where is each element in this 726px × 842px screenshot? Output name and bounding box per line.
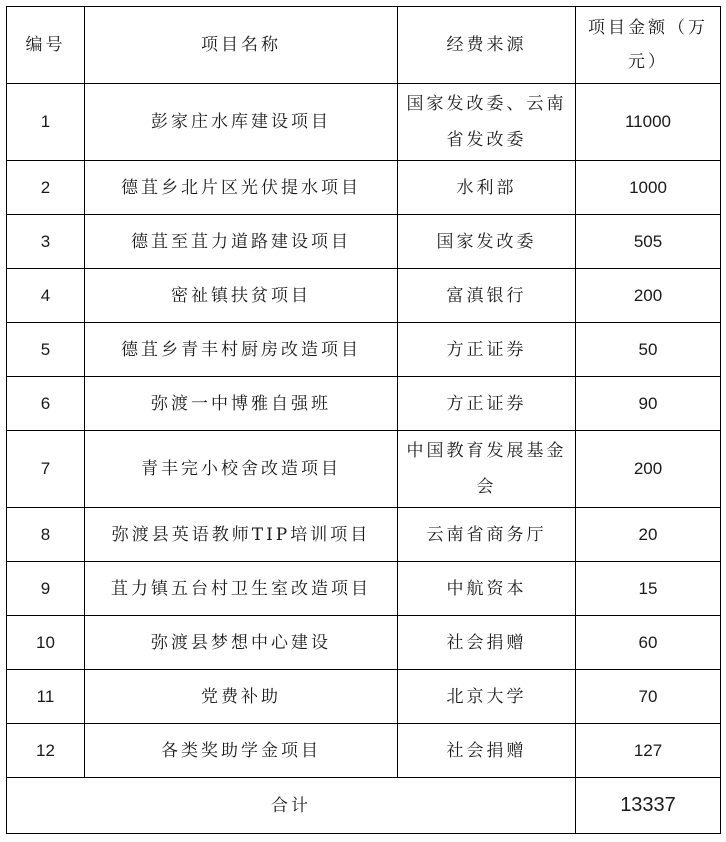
cell-source: 社会捐赠 xyxy=(398,616,576,670)
table-row xyxy=(7,269,721,323)
cell-amount: 1000 xyxy=(576,161,721,215)
cell-amount: 15 xyxy=(576,562,721,616)
cell-name: 党费补助 xyxy=(85,670,398,724)
table-row xyxy=(7,670,721,724)
table-row xyxy=(7,161,721,215)
table-row xyxy=(7,562,721,616)
cell-source: 云南省商务厅 xyxy=(398,508,576,562)
table-row xyxy=(7,724,721,778)
header-name: 项目名称 xyxy=(85,7,398,84)
cell-no: 1 xyxy=(7,84,85,161)
table-row xyxy=(7,215,721,269)
cell-amount: 200 xyxy=(576,269,721,323)
cell-name: 彭家庄水库建设项目 xyxy=(85,84,398,161)
cell-name: 青丰完小校舍改造项目 xyxy=(85,431,398,508)
cell-name: 弥渡一中博雅自强班 xyxy=(85,377,398,431)
cell-no: 3 xyxy=(7,215,85,269)
cell-amount: 11000 xyxy=(576,84,721,161)
cell-name: 德苴乡北片区光伏提水项目 xyxy=(85,161,398,215)
header-no: 编号 xyxy=(7,7,85,84)
cell-source: 北京大学 xyxy=(398,670,576,724)
cell-name: 德苴乡青丰村厨房改造项目 xyxy=(85,323,398,377)
cell-source: 中国教育发展基金会 xyxy=(398,431,576,508)
cell-no: 5 xyxy=(7,323,85,377)
cell-no: 4 xyxy=(7,269,85,323)
cell-no: 8 xyxy=(7,508,85,562)
header-amount: 项目金额（万元） xyxy=(576,7,721,84)
cell-no: 12 xyxy=(7,724,85,778)
table-row xyxy=(7,84,721,161)
table-row xyxy=(7,377,721,431)
cell-amount: 20 xyxy=(576,508,721,562)
cell-amount: 90 xyxy=(576,377,721,431)
cell-source: 国家发改委 xyxy=(398,215,576,269)
table-container xyxy=(6,6,721,834)
cell-source: 方正证券 xyxy=(398,377,576,431)
cell-no: 11 xyxy=(7,670,85,724)
header-source: 经费来源 xyxy=(398,7,576,84)
cell-no: 10 xyxy=(7,616,85,670)
cell-amount: 505 xyxy=(576,215,721,269)
cell-no: 6 xyxy=(7,377,85,431)
table-row xyxy=(7,431,721,508)
project-funding-table xyxy=(6,6,721,834)
cell-amount: 50 xyxy=(576,323,721,377)
cell-name: 弥渡县英语教师TIP培训项目 xyxy=(85,508,398,562)
cell-source: 中航资本 xyxy=(398,562,576,616)
cell-name: 苴力镇五台村卫生室改造项目 xyxy=(85,562,398,616)
total-amount: 13337 xyxy=(576,778,721,834)
cell-no: 7 xyxy=(7,431,85,508)
cell-amount: 200 xyxy=(576,431,721,508)
header-row xyxy=(7,7,721,84)
cell-source: 富滇银行 xyxy=(398,269,576,323)
total-label: 合计 xyxy=(7,778,576,834)
cell-name: 各类奖助学金项目 xyxy=(85,724,398,778)
table-row xyxy=(7,508,721,562)
cell-source: 社会捐赠 xyxy=(398,724,576,778)
cell-no: 2 xyxy=(7,161,85,215)
cell-name: 密祉镇扶贫项目 xyxy=(85,269,398,323)
cell-amount: 60 xyxy=(576,616,721,670)
cell-amount: 127 xyxy=(576,724,721,778)
cell-source: 国家发改委、云南省发改委 xyxy=(398,84,576,161)
table-row xyxy=(7,323,721,377)
cell-name: 弥渡县梦想中心建设 xyxy=(85,616,398,670)
cell-no: 9 xyxy=(7,562,85,616)
cell-name: 德苴至苴力道路建设项目 xyxy=(85,215,398,269)
total-row xyxy=(7,778,721,834)
table-row xyxy=(7,616,721,670)
cell-source: 方正证券 xyxy=(398,323,576,377)
cell-source: 水利部 xyxy=(398,161,576,215)
cell-amount: 70 xyxy=(576,670,721,724)
